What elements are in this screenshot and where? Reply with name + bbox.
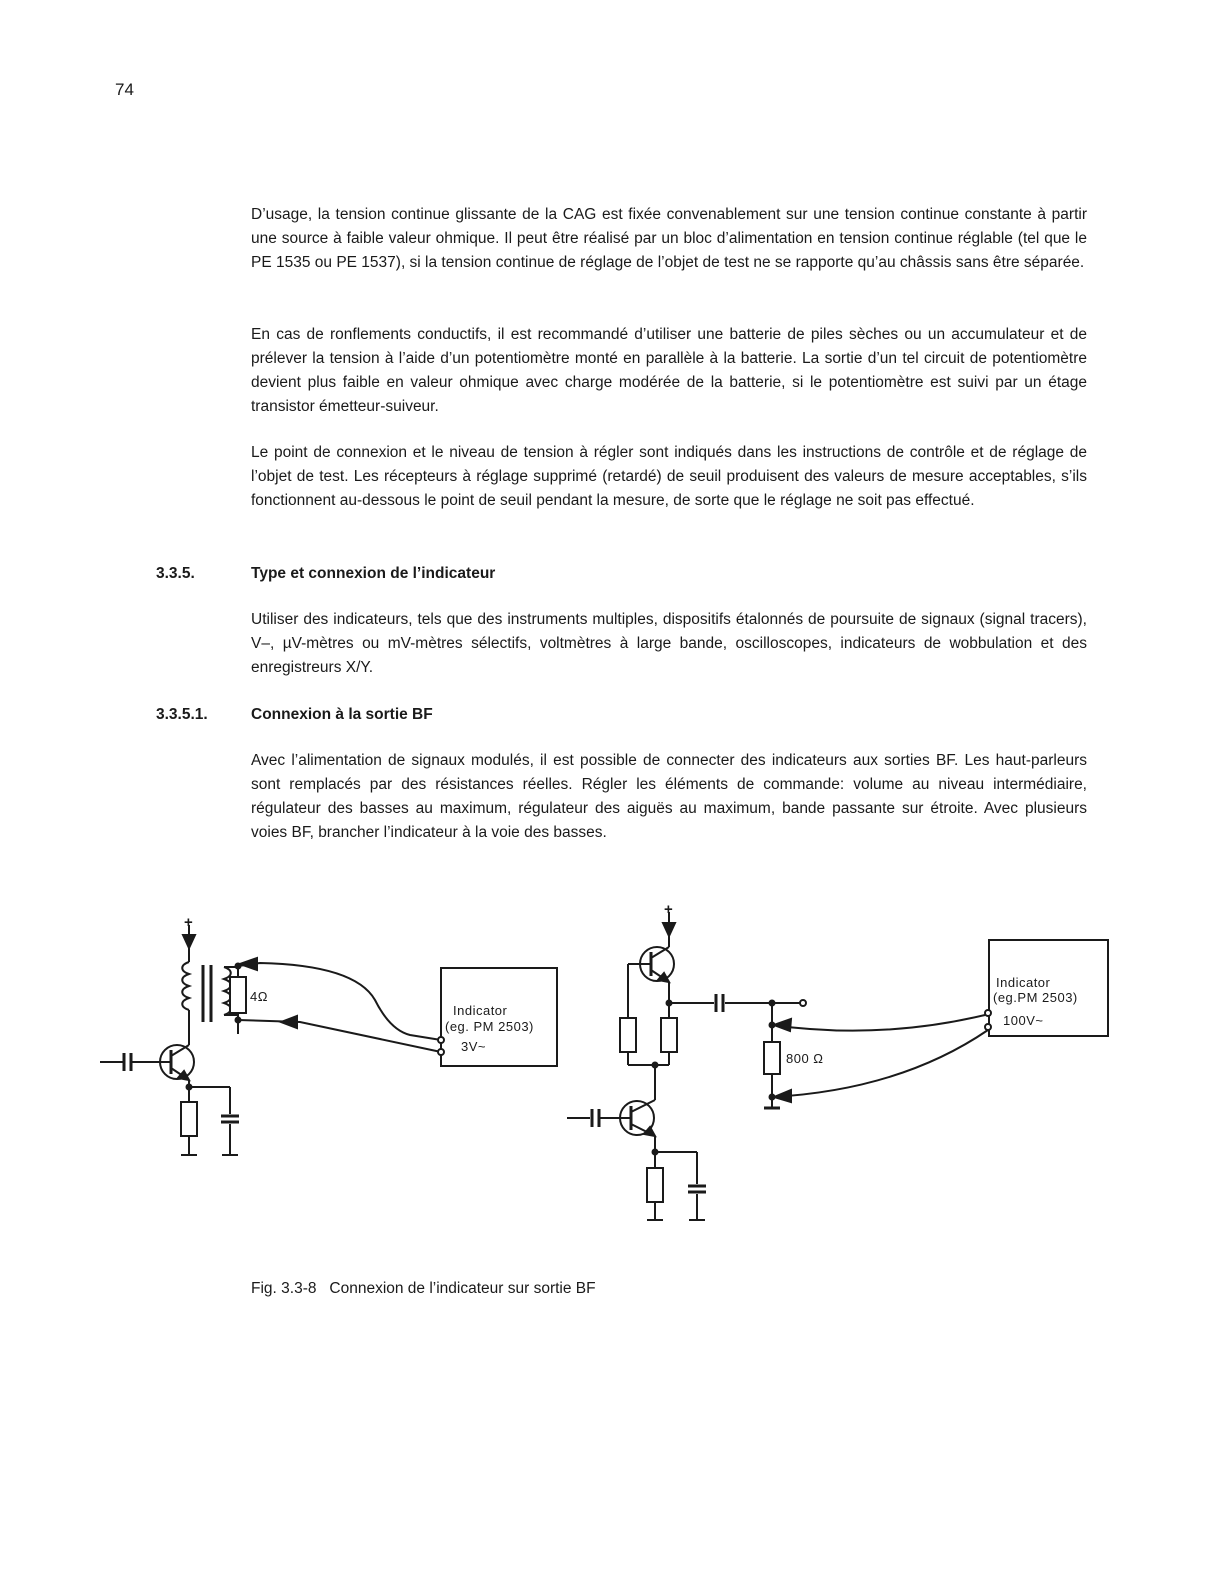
section-title: Type et connexion de l’indicateur: [251, 565, 496, 582]
subsection-title: Connexion à la sortie BF: [251, 706, 433, 723]
right-circuit: [567, 912, 1108, 1220]
left-plus-label: +: [184, 914, 194, 931]
right-resistor-label: 800 Ω: [786, 1051, 824, 1066]
left-indicator-model: (eg. PM 2503): [445, 1019, 534, 1034]
right-indicator-name: Indicator: [996, 975, 1051, 990]
paragraph-ronflements: En cas de ronflements conductifs, il est recommandé d’utiliser une batterie de piles sèches ou un accumulateur et de prélever la tension à l’aide d’un potentiomètre monté en parallèle à la batterie. La sortie d’un tel circuit de potentiomètre devient plus faible en valeur ohmique avec charge modérée de la batterie, si le potentiomètre est suivi par un étage transistor émetteur-suiveur.: [251, 326, 1087, 415]
subsection-text: Avec l’alimentation de signaux modulés, il est possible de connecter des indicateurs aux sorties BF. Les haut-parleurs sont remplacés par des résistances réelles. Régler les éléments de commande: volume au niveau intermédiaire, régulateur des basses au maximum, régulateur des aiguës au maximum, bande passante sur étroite. Avec plusieurs voies BF, brancher l’indicateur à la voie des basses.: [251, 752, 1087, 841]
right-plus-label: +: [664, 901, 674, 918]
figure-caption: Fig. 3.3-8 Connexion de l’indicateur sur sortie BF: [251, 1280, 596, 1297]
left-circuit: [100, 925, 557, 1155]
left-resistor-label: 4Ω: [250, 989, 268, 1004]
section-number: 3.3.5.: [156, 565, 195, 582]
paragraph-cag: D’usage, la tension continue glissante de la CAG est fixée convenablement sur une tension continue constante à partir une source à faible valeur ohmique. Il peut être réalisé par un bloc d’alimentation en tension continue réglable (tel que le PE 1535 ou PE 1537), si la tension continue de réglage de l’objet de test ne se rapporte qu’au châssis sans être séparée.: [251, 206, 1087, 271]
left-indicator-voltage: 3V~: [461, 1039, 486, 1054]
subsection-number: 3.3.5.1.: [156, 706, 208, 723]
section-text: Utiliser des indicateurs, tels que des instruments multiples, dispositifs étalonnés de poursuite de signaux (signal tracers), V–, µV-mètres ou mV-mètres sélectifs, voltmètres à large bande, oscilloscopes, indicateurs de wobbulation et des enregistreurs X/Y.: [251, 611, 1087, 676]
page-number: 74: [115, 80, 134, 99]
right-indicator-model: (eg.PM 2503): [993, 990, 1078, 1005]
left-indicator-name: Indicator: [453, 1003, 508, 1018]
paragraph-connexion: Le point de connexion et le niveau de tension à régler sont indiqués dans les instructions de contrôle et de réglage de l’objet de test. Les récepteurs à réglage supprimé (retardé) de seuil produisent des valeurs de mesure acceptables, s’ils fonctionnent au-dessous le point de seuil pendant la mesure, de sorte que le réglage ne soit pas effectué.: [251, 444, 1087, 509]
right-indicator-voltage: 100V~: [1003, 1013, 1044, 1028]
